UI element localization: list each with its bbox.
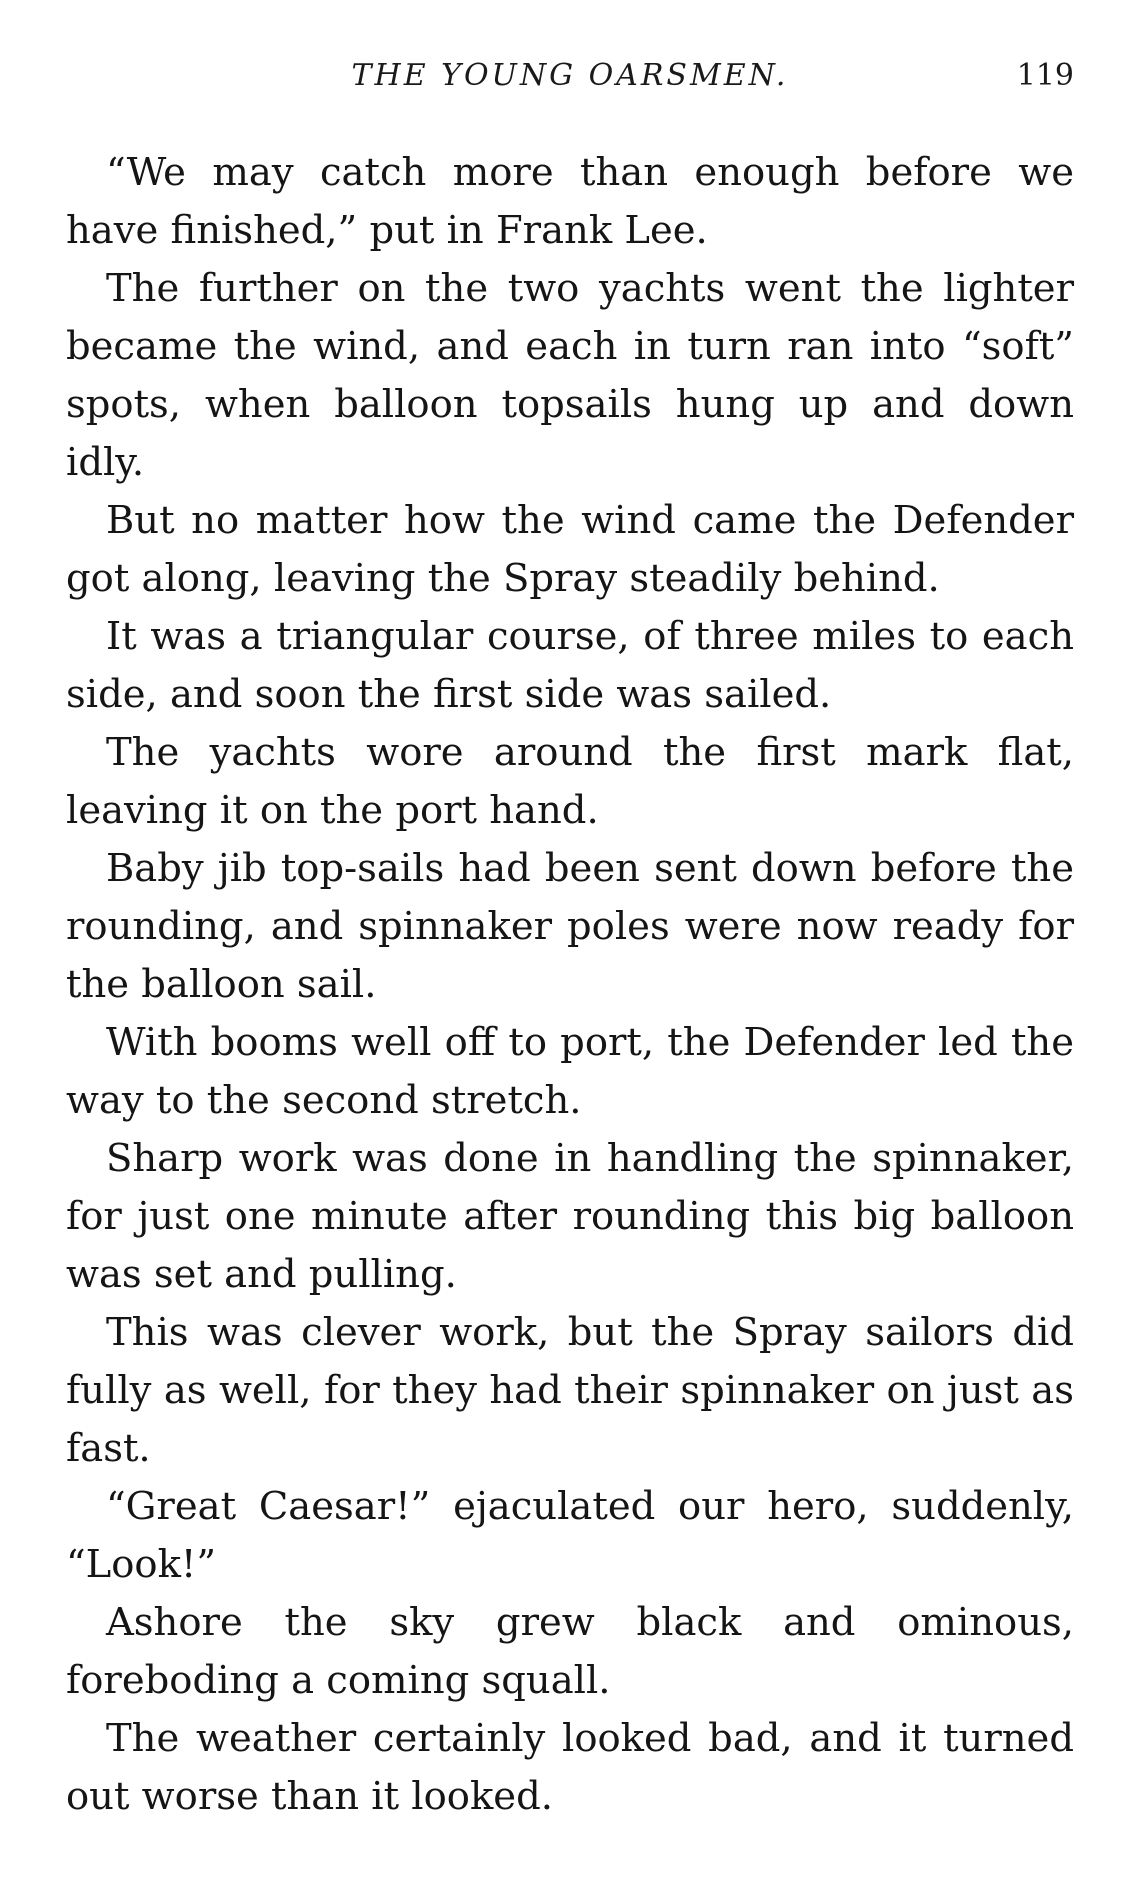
paragraph: With booms well off to port, the Defender led the way to the second stretch. xyxy=(66,1020,1074,1123)
paragraph: Sharp work was done in handling the spinnaker, for just one minute after rounding this big balloon was set and pulling. xyxy=(66,1136,1074,1297)
paragraph: “Great Caesar!” ejaculated our hero, suddenly, “Look!” xyxy=(66,1484,1074,1587)
paragraph: The yachts wore around the first mark flat, leaving it on the port hand. xyxy=(66,730,1074,833)
paragraph: Ashore the sky grew black and ominous, foreboding a coming squall. xyxy=(66,1600,1074,1703)
body-text xyxy=(66,144,1074,1826)
running-head xyxy=(66,52,1074,108)
book-page xyxy=(66,52,1074,1826)
paragraph: The further on the two yachts went the lighter became the wind, and each in turn ran into “soft” spots, when balloon topsails hung up and down idly. xyxy=(66,266,1074,485)
paragraph: But no matter how the wind came the Defender got along, leaving the Spray steadily behind. xyxy=(66,498,1074,601)
running-head-title: THE YOUNG OARSMEN. xyxy=(351,58,789,93)
paragraph: It was a triangular course, of three miles to each side, and soon the first side was sailed. xyxy=(66,614,1074,717)
paragraph: “We may catch more than enough before we have finished,” put in Frank Lee. xyxy=(66,150,1074,253)
page-number: 119 xyxy=(1016,58,1074,93)
paragraph: Baby jib top-sails had been sent down before the rounding, and spinnaker poles were now ready for the balloon sail. xyxy=(66,846,1074,1007)
paragraph: This was clever work, but the Spray sailors did fully as well, for they had their spinnaker on just as fast. xyxy=(66,1310,1074,1471)
paragraph: The weather certainly looked bad, and it turned out worse than it looked. xyxy=(66,1716,1074,1819)
